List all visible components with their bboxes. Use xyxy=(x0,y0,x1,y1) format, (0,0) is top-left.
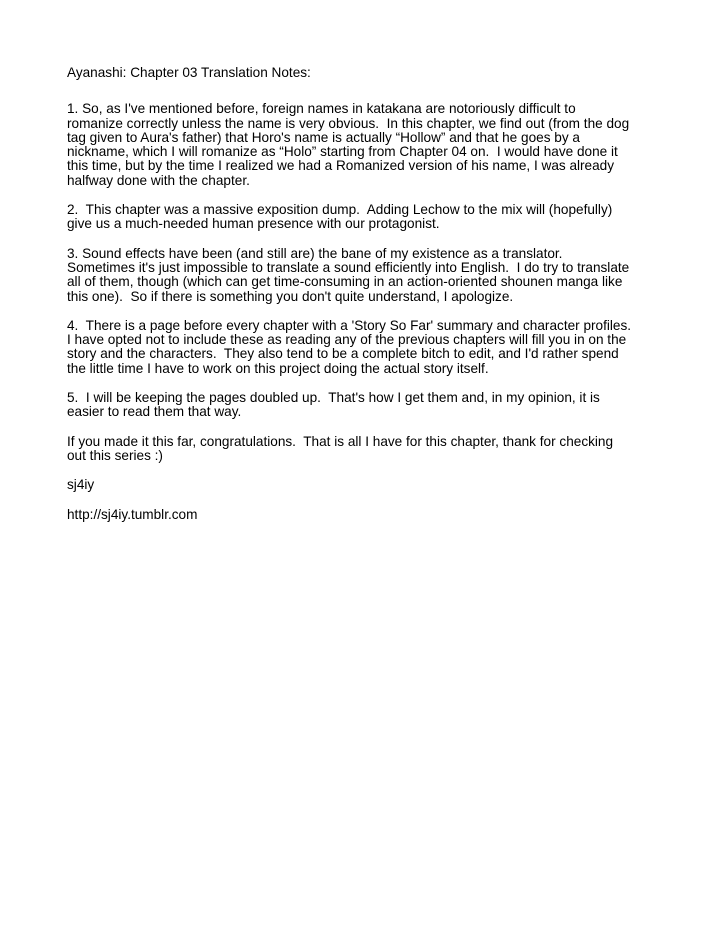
blog-link: http://sj4iy.tumblr.com xyxy=(67,506,198,522)
translation-notes xyxy=(67,66,667,522)
note-line: nickname, which I will romanize as “Holo” starting from Chapter 04 on. I would have done it xyxy=(67,144,618,160)
note-line: I have opted not to include these as reading any of the previous chapters will fill you in on the xyxy=(67,332,627,348)
note-2 xyxy=(67,203,667,232)
note-line: halfway done with the chapter. xyxy=(67,172,250,188)
note-line: Sometimes it's just impossible to translate a sound efficiently into English. I do try to translate xyxy=(67,259,630,275)
closing-line: out this series :) xyxy=(67,447,163,463)
note-3 xyxy=(67,247,667,304)
note-4 xyxy=(67,319,667,376)
closing-paragraph xyxy=(67,435,667,464)
page-title: Ayanashi: Chapter 03 Translation Notes: xyxy=(67,65,311,80)
note-line: the little time I have to work on this project doing the actual story itself. xyxy=(67,360,489,376)
note-line: romanize correctly unless the name is very obvious. In this chapter, we find out (from the dog xyxy=(67,115,630,131)
note-line: give us a much-needed human presence with our protagonist. xyxy=(67,216,440,232)
note-line: this one). So if there is something you don't quite understand, I apologize. xyxy=(67,288,514,304)
signature: sj4iy xyxy=(67,477,95,493)
note-1 xyxy=(67,102,667,188)
note-line: 3. Sound effects have been (and still are) the bane of my existence as a translator. xyxy=(67,245,563,261)
note-line: all of them, though (which can get time-consuming in an action-oriented shounen manga like xyxy=(67,274,623,290)
note-line: 2. This chapter was a massive exposition dump. Adding Lechow to the mix will (hopefully) xyxy=(67,202,613,218)
note-line: 4. There is a page before every chapter with a 'Story So Far' summary and character profiles. xyxy=(67,317,632,333)
note-line: easier to read them that way. xyxy=(67,404,242,420)
note-5 xyxy=(67,391,667,420)
note-line: this time, but by the time I realized we had a Romanized version of his name, I was already xyxy=(67,158,615,174)
note-line: 5. I will be keeping the pages doubled up. That's how I get them and, in my opinion, it is xyxy=(67,390,600,406)
note-line: 1. So, as I've mentioned before, foreign names in katakana are notoriously difficult to xyxy=(67,101,576,117)
note-line: tag given to Aura's father) that Horo's name is actually “Hollow” and that he goes by a xyxy=(67,129,580,145)
closing-line: If you made it this far, congratulations. That is all I have for this chapter, thank for checking xyxy=(67,433,614,449)
note-line: story and the characters. They also tend to be a complete bitch to edit, and I'd rather spend xyxy=(67,346,619,362)
